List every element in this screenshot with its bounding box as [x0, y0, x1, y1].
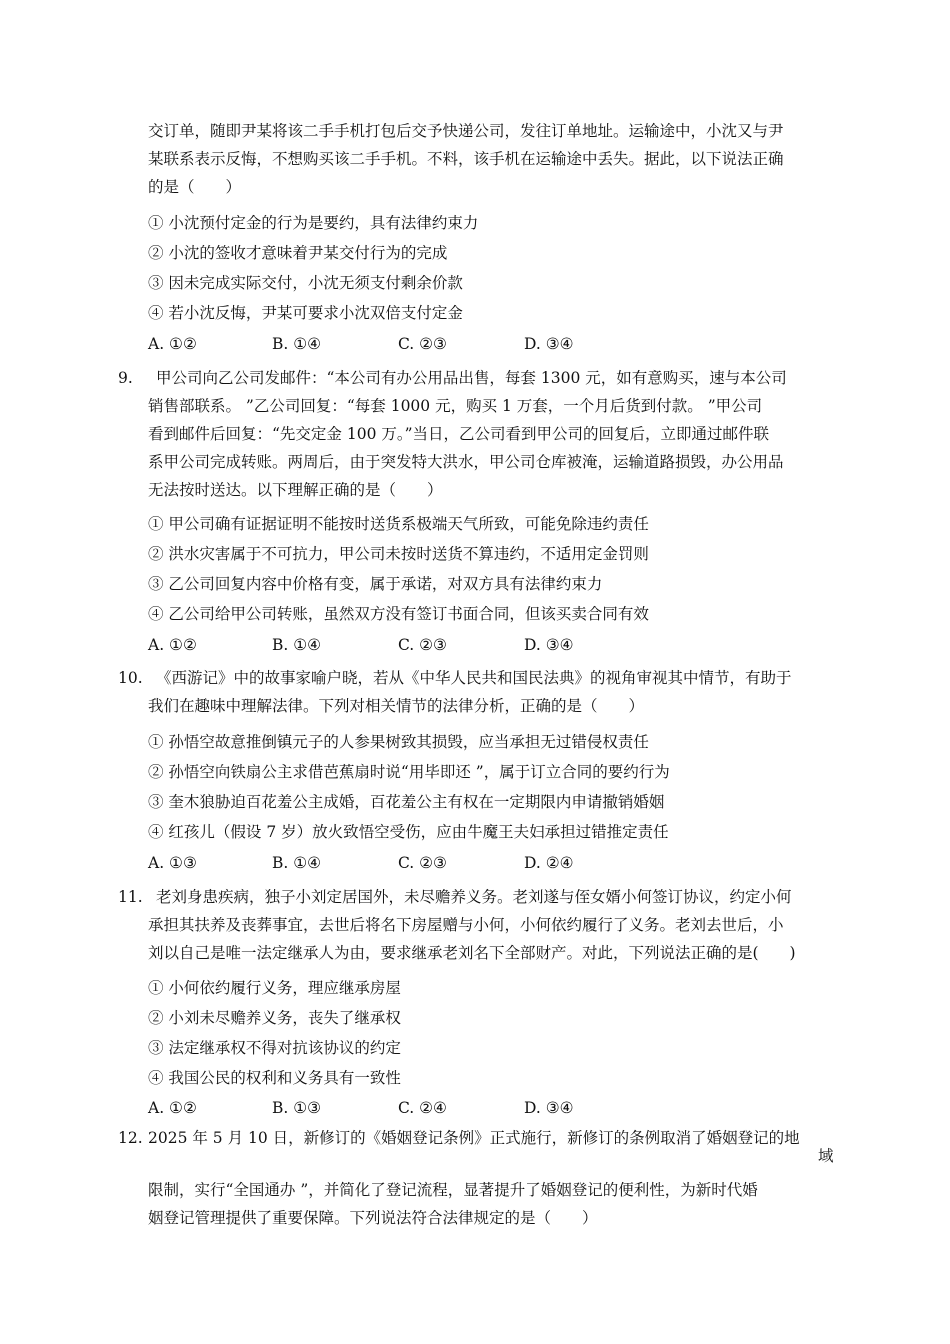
q11-answer-d[interactable]: D. ③④ — [524, 1099, 574, 1117]
q10-answer-d[interactable]: D. ②④ — [524, 854, 574, 872]
q9-answer-b[interactable]: B. ①④ — [272, 636, 322, 654]
q10-stem-line: 我们在趣味中理解法律。下列对相关情节的法律分析，正确的是（ ） — [148, 697, 645, 715]
q8-item: ④ 若小沈反悔，尹某可要求小沈双倍支付定金 — [148, 304, 463, 322]
q8-item: ① 小沈预付定金的行为是要约，具有法律约束力 — [148, 214, 479, 232]
q10-item: ① 孙悟空故意推倒镇元子的人参果树致其损毁，应当承担无过错侵权责任 — [148, 733, 649, 751]
q8-answer-b[interactable]: B. ①④ — [272, 335, 322, 353]
q11-answer-a[interactable]: A. ①② — [148, 1099, 197, 1117]
q11-stem-line: 承担其扶养及丧葬事宜，去世后将名下房屋赠与小何，小何依约履行了义务。老刘去世后，小 — [148, 916, 784, 934]
q8-answer-c[interactable]: C. ②③ — [398, 335, 447, 353]
q11-item: ④ 我国公民的权利和义务具有一致性 — [148, 1069, 401, 1087]
q10-item: ④ 红孩儿（假设 7 岁）放火致悟空受伤，应由牛魔王夫妇承担过错推定责任 — [148, 823, 669, 841]
q8-stem-line: 的是（ ） — [148, 178, 242, 196]
q9-answer-d[interactable]: D. ③④ — [524, 636, 574, 654]
q9-answer-c[interactable]: C. ②③ — [398, 636, 447, 654]
q11-item: ① 小何依约履行义务，理应继承房屋 — [148, 979, 401, 997]
q9-item: ② 洪水灾害属于不可抗力，甲公司未按时送货不算违约，不适用定金罚则 — [148, 545, 649, 563]
q10-item: ③ 奎木狼胁迫百花羞公主成婚，百花羞公主有权在一定期限内申请撤销婚姻 — [148, 793, 665, 811]
q11-stem-line: 老刘身患疾病，独子小刘定居国外，未尽赡养义务。老刘遂与侄女婿小何签订协议，约定小何 — [156, 888, 792, 906]
q10-item: ② 孙悟空向铁扇公主求借芭蕉扇时说“用毕即还 ”，属于订立合同的要约行为 — [148, 763, 670, 781]
q9-stem-line: 系甲公司完成转账。两周后，由于突发特大洪水，甲公司仓库被淹，运输道路损毁，办公用品 — [148, 453, 784, 471]
q10-answer-c[interactable]: C. ②③ — [398, 854, 447, 872]
q8-item: ③ 因未完成实际交付，小沈无须支付剩余价款 — [148, 274, 463, 292]
q12-number: 12. — [118, 1129, 143, 1147]
q9-item: ③ 乙公司回复内容中价格有变，属于承诺，对双方具有法律约束力 — [148, 575, 603, 593]
q9-item: ① 甲公司确有证据证明不能按时送货系极端天气所致，可能免除违约责任 — [148, 515, 649, 533]
q9-item: ④ 乙公司给甲公司转账，虽然双方没有签订书面合同，但该买卖合同有效 — [148, 605, 649, 623]
q8-answer-a[interactable]: A. ①② — [148, 335, 197, 353]
q9-stem-line: 销售部联系。 ”乙公司回复：“每套 1000 元，购买 1 万套，一个月后货到付款。 ”甲公司 — [148, 397, 763, 415]
q9-answer-a[interactable]: A. ①② — [148, 636, 197, 654]
q10-number: 10. — [118, 669, 143, 687]
q11-item: ③ 法定继承权不得对抗该协议的约定 — [148, 1039, 401, 1057]
q11-stem-line: 刘以自己是唯一法定继承人为由，要求继承老刘名下全部财产。对此，下列说法正确的是( ) — [148, 944, 796, 962]
q10-answer-b[interactable]: B. ①④ — [272, 854, 322, 872]
q8-stem-line: 交订单，随即尹某将该二手手机打包后交予快递公司，发往订单地址。运输途中，小沈又与尹 — [148, 122, 784, 140]
q9-number: 9. — [118, 369, 133, 387]
q12-stem-overflow: 域 — [818, 1147, 834, 1165]
q11-answer-c[interactable]: C. ②④ — [398, 1099, 447, 1117]
q8-answer-d[interactable]: D. ③④ — [524, 335, 574, 353]
q8-stem-line: 某联系表示反悔，不想购买该二手手机。不料，该手机在运输途中丢失。据此，以下说法正确 — [148, 150, 784, 168]
q12-stem-line: 姻登记管理提供了重要保障。下列说法符合法律规定的是（ ） — [148, 1209, 598, 1227]
q11-number: 11. — [118, 888, 143, 906]
q9-stem-line: 甲公司向乙公司发邮件：“本公司有办公用品出售，每套 1300 元，如有意购买，速与本公司 — [156, 369, 787, 387]
q10-stem-line: 《西游记》中的故事家喻户晓，若从《中华人民共和国民法典》的视角审视其中情节，有助于 — [156, 669, 792, 687]
q10-answer-a[interactable]: A. ①③ — [148, 854, 197, 872]
q9-stem-line: 无法按时送达。以下理解正确的是（ ） — [148, 481, 443, 499]
q11-answer-b[interactable]: B. ①③ — [272, 1099, 322, 1117]
q12-stem-line: 2025 年 5 月 10 日，新修订的《婚姻登记条例》正式施行，新修订的条例取消了婚姻登记的地 — [148, 1129, 800, 1147]
q12-stem-line: 限制，实行“全国通办 ”，并简化了登记流程，显著提升了婚姻登记的便利性，为新时代婚 — [148, 1181, 758, 1199]
q11-item: ② 小刘未尽赡养义务，丧失了继承权 — [148, 1009, 401, 1027]
q9-stem-line: 看到邮件后回复：“先交定金 100 万。”当日，乙公司看到甲公司的回复后，立即通过邮件联 — [148, 425, 770, 443]
q8-item: ② 小沈的签收才意味着尹某交付行为的完成 — [148, 244, 448, 262]
